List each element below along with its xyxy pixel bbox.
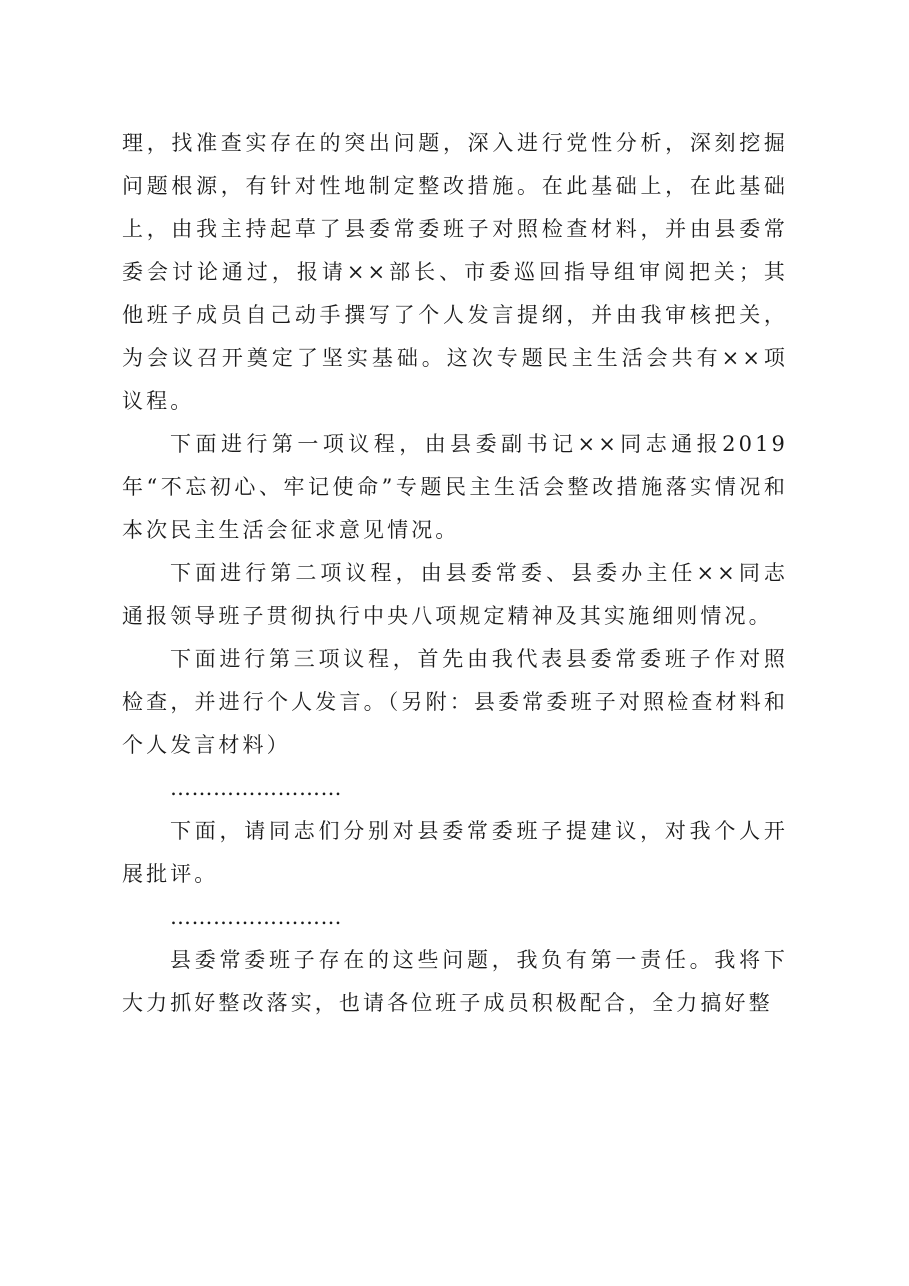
paragraph-agenda-three: 下面进行第三项议程，首先由我代表县委常委班子作对照检查，并进行个人发言。（另附：县委常委班子对照检查材料和个人发言材料） [122, 647, 788, 757]
document-body [122, 122, 788, 1025]
paragraph-responsibility: 县委常委班子存在的这些问题，我负有第一责任。我将下大力抓好整改落实，也请各位班子成员积极配合，全力搞好整 [122, 948, 788, 1015]
paragraph-agenda-one: 下面进行第一项议程，由县委副书记××同志通报2019年“不忘初心、牢记使命”专题民主生活会整改措施落实情况和本次民主生活会征求意见情况。 [122, 432, 788, 542]
ellipsis-separator: …………………… [170, 776, 342, 800]
paragraph-continuation: 理，找准查实存在的突出问题，深入进行党性分析，深刻挖掘问题根源，有针对性地制定整改措施。在此基础上，在此基础上，由我主持起草了县委常委班子对照检查材料，并由县委常委会讨论通过，报请××部长、市委巡回指导组审阅把关；其他班子成员自己动手撰写了个人发言提纲，并由我审核把关，为会议召开奠定了坚实基础。这次专题民主生活会共有××项议程。 [122, 131, 788, 413]
ellipsis-separator: …………………… [170, 905, 342, 929]
paragraph-criticism-request: 下面，请同志们分别对县委常委班子提建议，对我个人开展批评。 [122, 819, 788, 886]
paragraph-agenda-two: 下面进行第二项议程，由县委常委、县委办主任××同志通报领导班子贯彻执行中央八项规定精神及其实施细则情况。 [122, 561, 788, 628]
